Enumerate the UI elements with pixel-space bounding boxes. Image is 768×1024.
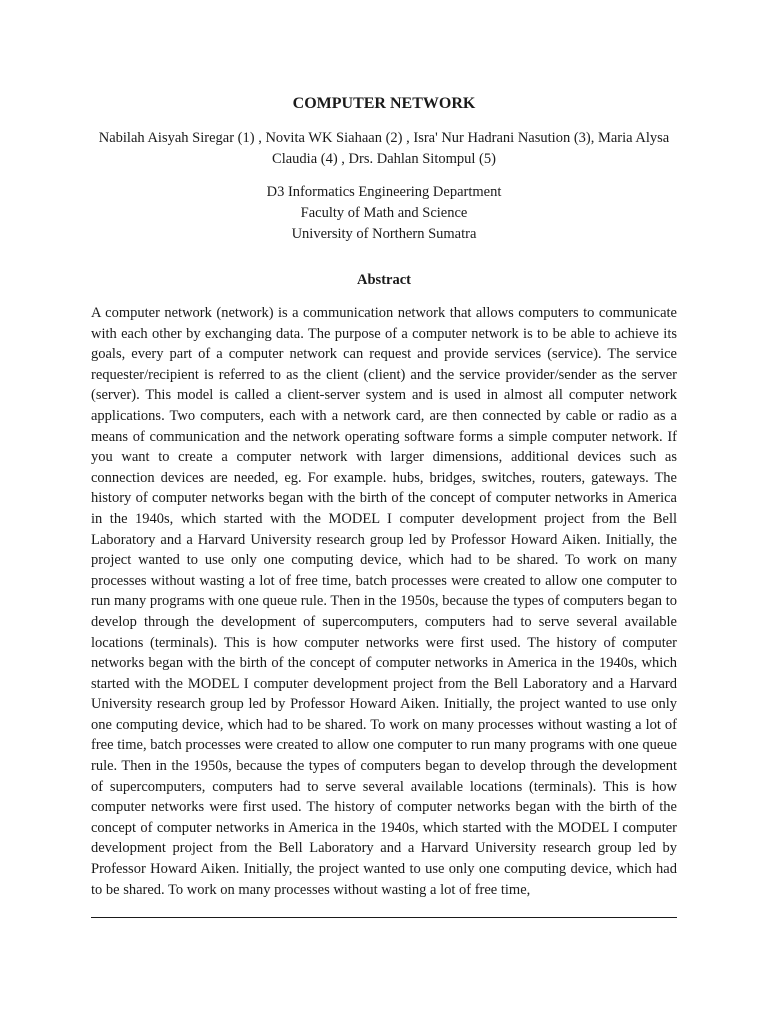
- paper-title: COMPUTER NETWORK: [292, 95, 476, 112]
- university-line: University of Northern Sumatra: [291, 226, 477, 242]
- faculty-line: Faculty of Math and Science: [300, 205, 468, 221]
- abstract-body: A computer network (network) is a communication network that allows computers to communicate with each other by exchanging data. The purpose of a computer network is to be able to achieve its goals, every part of a computer network can request and provide services (service). The service requester/recipient is referred to as the client (client) and the service provider/sender as the server (server). This model is called a client-server system and is used in almost all computer network applications. Two computers, each with a network card, are then connected by cable or radio as a means of communication and the network operating software forms a simple computer network. If you want to create a computer network with larger dimensions, additional devices such as connection devices are needed, eg. For example. hubs, bridges, switches, routers, gateways. The history of computer networks began with the birth of the concept of computer networks in America in the 1940s, which started with the MODEL I computer development project from the Bell Laboratory and a Harvard University research group led by Professor Howard Aiken. Initially, the project wanted to use only one computing device, which had to be shared. To work on many processes without wasting a lot of free time, batch processes were created to allow one computer to run many programs with one queue rule. Then in the 1950s, because the types of computers began to develop through the development of supercomputers, computers had to serve several available locations (terminals). This is how computer networks were first used. The history of computer networks began with the birth of the concept of computer networks in America in the 1940s, which started with the MODEL I computer development project from the Bell Laboratory and a Harvard University research group led by Professor Howard Aiken. Initially, the project wanted to use only one computing device, which had to be shared. To work on many processes without wasting a lot of free time, batch processes were created to allow one computer to run many programs with one queue rule. Then in the 1950s, because the types of computers began to develop through the development of supercomputers, computers had to serve several available locations (terminals). This is how computer networks were first used. The history of computer networks began with the birth of the concept of computer networks in America in the 1940s, which started with the MODEL I computer development project from the Bell Laboratory and a Harvard University research group led by Professor Howard Aiken. Initially, the project wanted to use only one computing device, which had to be shared. To work on many processes without wasting a lot of free time,: [91, 305, 677, 898]
- abstract-heading: Abstract: [357, 272, 411, 288]
- footnote-divider: [91, 917, 677, 918]
- author-list: Nabilah Aisyah Siregar (1) , Novita WK Siahaan (2) , Isra' Nur Hadrani Nasution (3), Maria Alysa Claudia (4) , Drs. Dahlan Sitompul (5): [98, 130, 670, 167]
- department-line: D3 Informatics Engineering Department: [266, 184, 502, 200]
- affiliation-block: [0, 182, 768, 245]
